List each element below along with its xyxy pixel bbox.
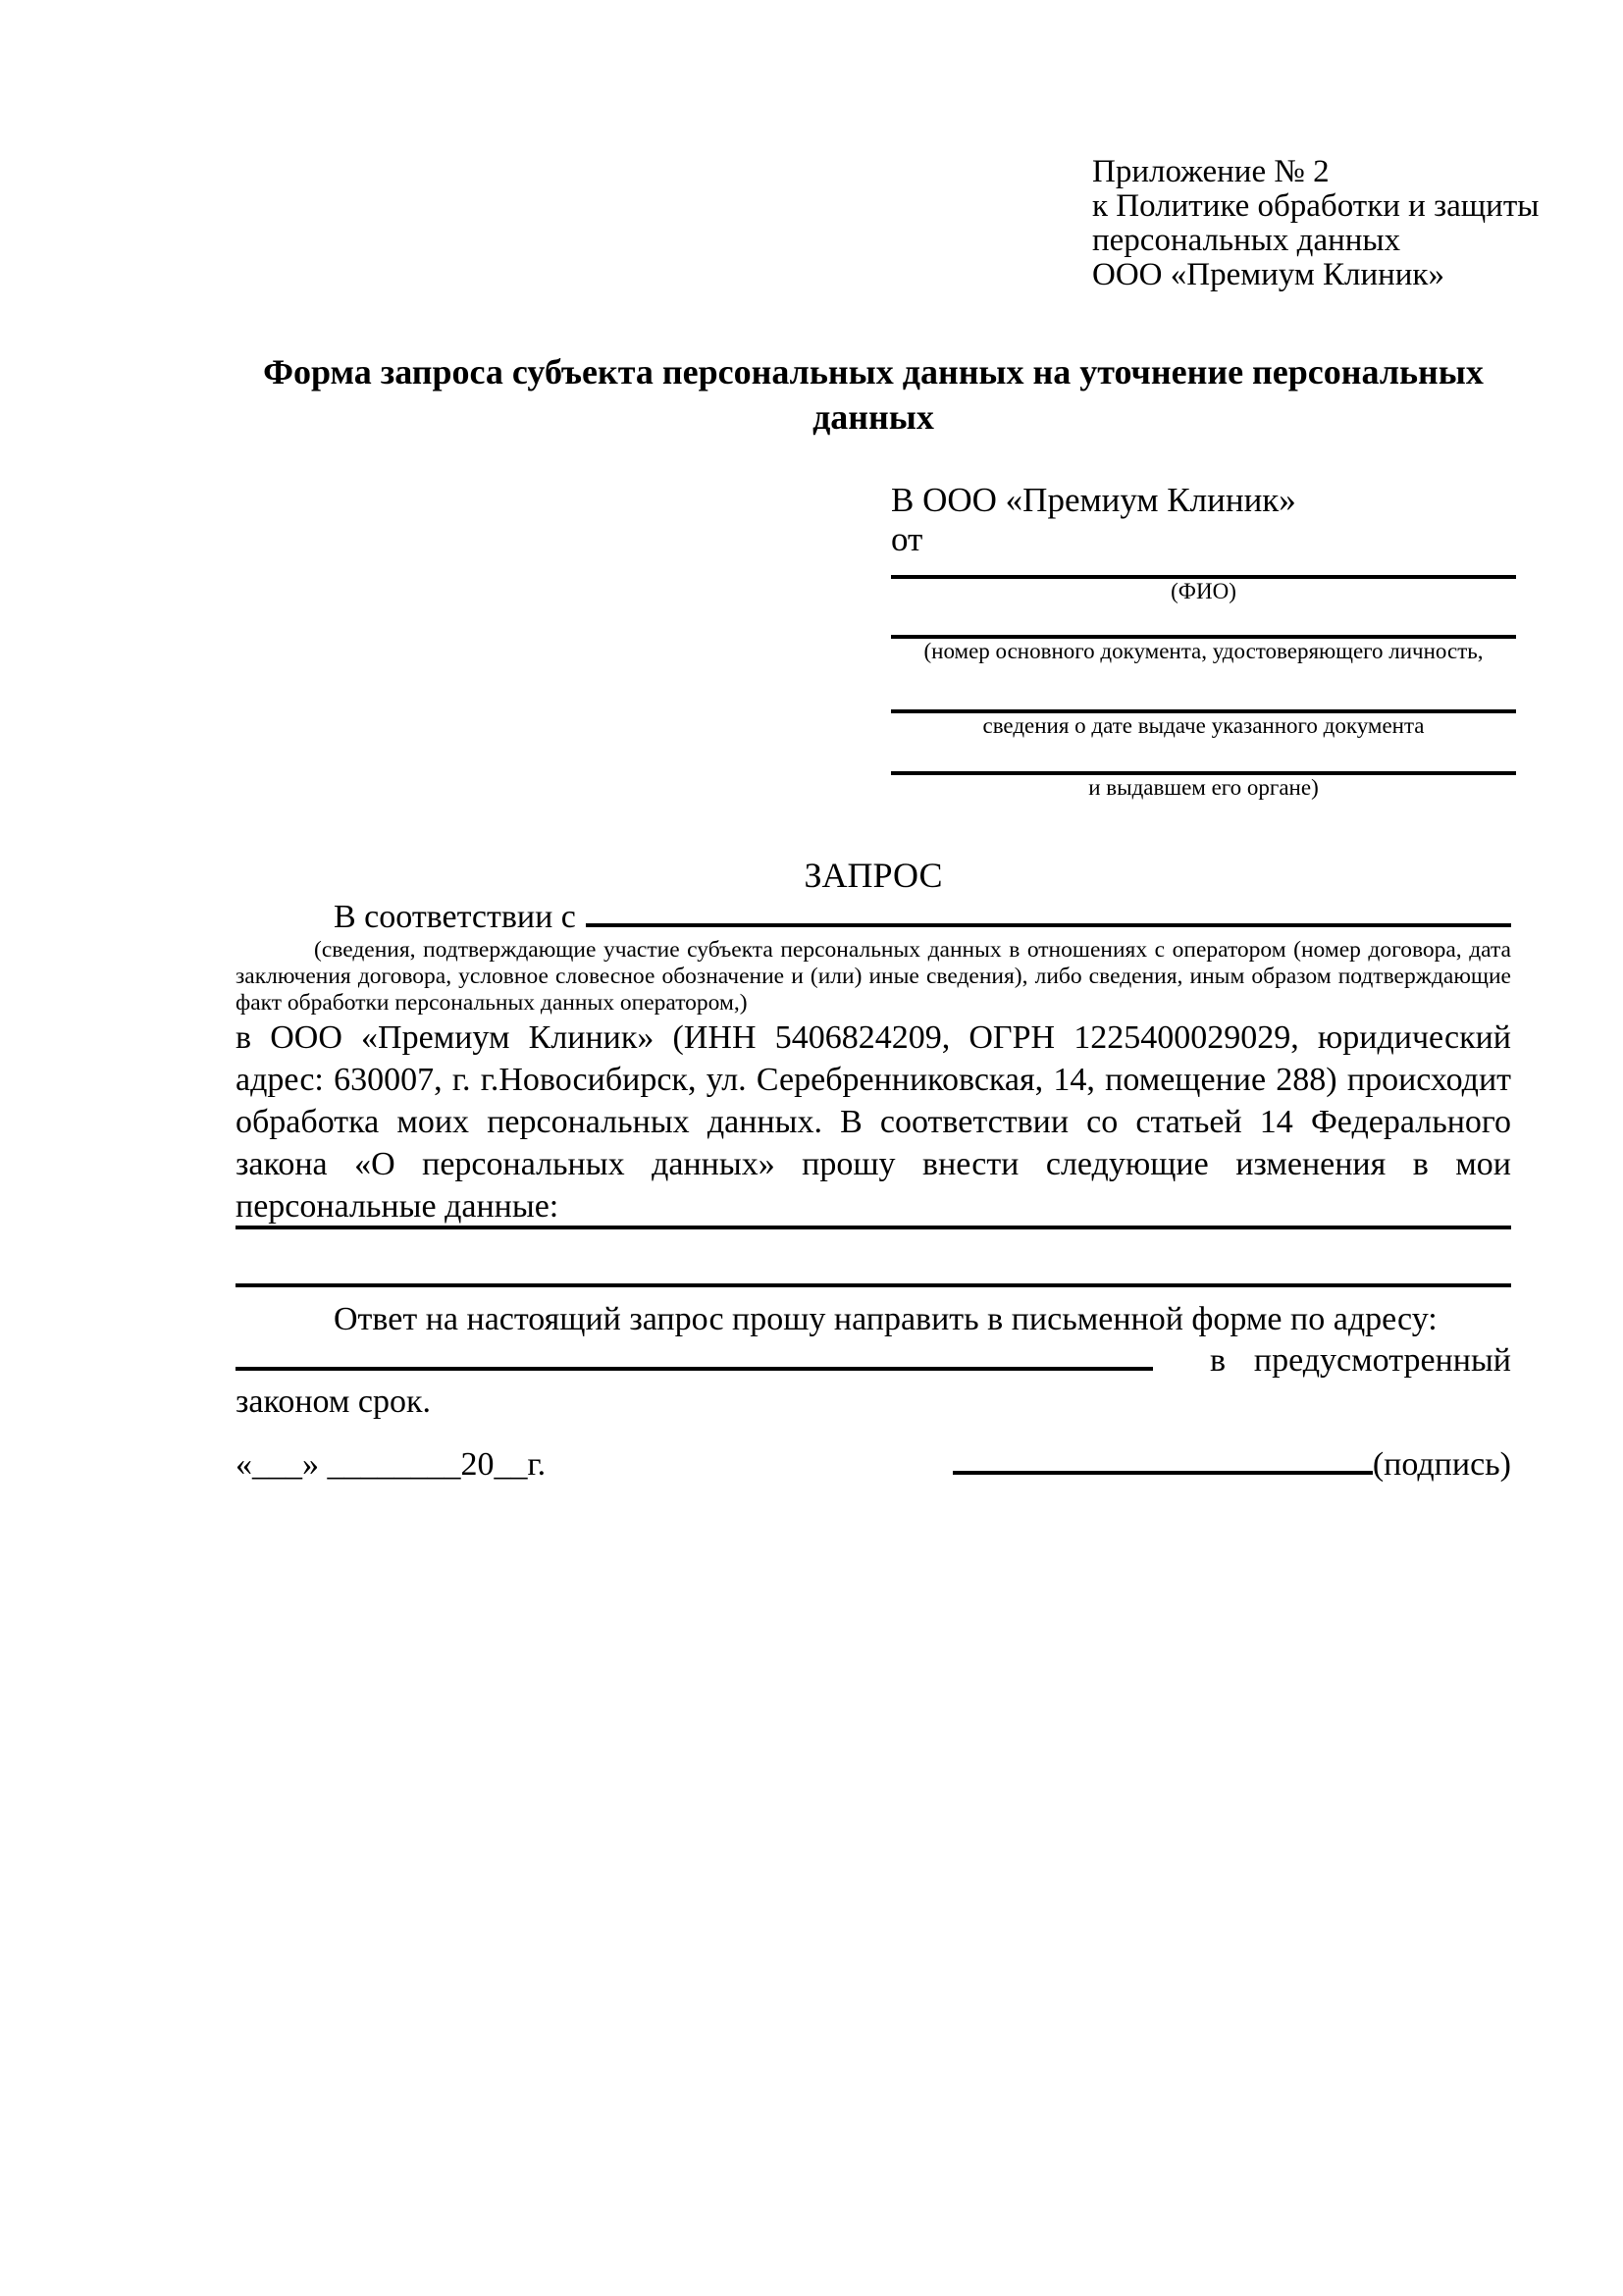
addressee-from-label: от (891, 520, 923, 558)
reply-block (236, 1299, 1511, 1423)
date-signature-row (236, 1444, 1511, 1486)
accordance-footnote: (сведения, подтверждающие участие субъекта персональных данных в отношениях с оператором (номер договора, дата заключения договора, условное словесное обозначение и (или) иные сведения), либо сведения, иным образом подтверждающие факт обработки персональных данных оператором,) (236, 937, 1511, 1016)
fio-caption: (ФИО) (1171, 579, 1236, 603)
request-heading: ЗАПРОС (804, 856, 943, 895)
addressee-organization: В ООО «Премиум Клиник» (891, 481, 1296, 519)
id-document-caption: (номер основного документа, удостоверяющего личность, (923, 639, 1484, 663)
body-paragraph: в ООО «Премиум Клиник» (ИНН 5406824209, ОГРН 1225400029029, юридический адрес: 630007, г. г.Новосибирск, ул. Серебренниковская, 14, помещение 288) происходит обработка моих персональных данных. В соответствии со статьей 14 Федерального закона «О персональных данных» прошу внести следующие изменения в мои персональные данные: (236, 1019, 1511, 1225)
appendix-line: персональных данных (1092, 223, 1401, 258)
changes-input-line-2[interactable] (236, 1283, 1511, 1287)
signature-group (953, 1444, 1511, 1486)
issue-date-caption: сведения о дате выдаче указанного документа (982, 713, 1425, 738)
reply-address-row (236, 1340, 1511, 1382)
signature-input-line[interactable] (953, 1470, 1373, 1475)
appendix-line: к Политике обработки и защиты (1092, 188, 1540, 224)
address-input-line[interactable] (236, 1366, 1153, 1371)
reply-sentence: Ответ на настоящий запрос прошу направить в письменной форме по адресу: (334, 1301, 1438, 1337)
appendix-line: Приложение № 2 (1092, 154, 1330, 189)
addressee-block (891, 481, 1516, 801)
id-document-input-line[interactable] (891, 604, 1516, 639)
reply-word-term: предусмотренный (1253, 1342, 1511, 1379)
accordance-row (236, 897, 1511, 938)
reply-closing: законом срок. (236, 1383, 431, 1420)
appendix-line: ООО «Премиум Клиник» (1092, 257, 1444, 292)
signature-caption: (подпись) (1372, 1446, 1511, 1483)
issuing-authority-caption: и выдавшем его органе) (1088, 775, 1319, 800)
appendix-note (1092, 155, 1553, 292)
reply-word-in: в (1210, 1342, 1227, 1379)
accordance-lead: В соответствии с (334, 899, 576, 935)
fio-input-line[interactable] (891, 559, 1516, 579)
accordance-input-line[interactable] (586, 922, 1511, 927)
form-title: Форма запроса субъекта персональных данных на уточнение персональных данных (263, 352, 1484, 437)
issuing-authority-input-line[interactable] (891, 739, 1516, 775)
changes-input-line-1[interactable] (236, 1226, 1511, 1229)
issue-date-input-line[interactable] (891, 664, 1516, 713)
date-placeholder[interactable]: «___» ________20__г. (236, 1446, 547, 1483)
